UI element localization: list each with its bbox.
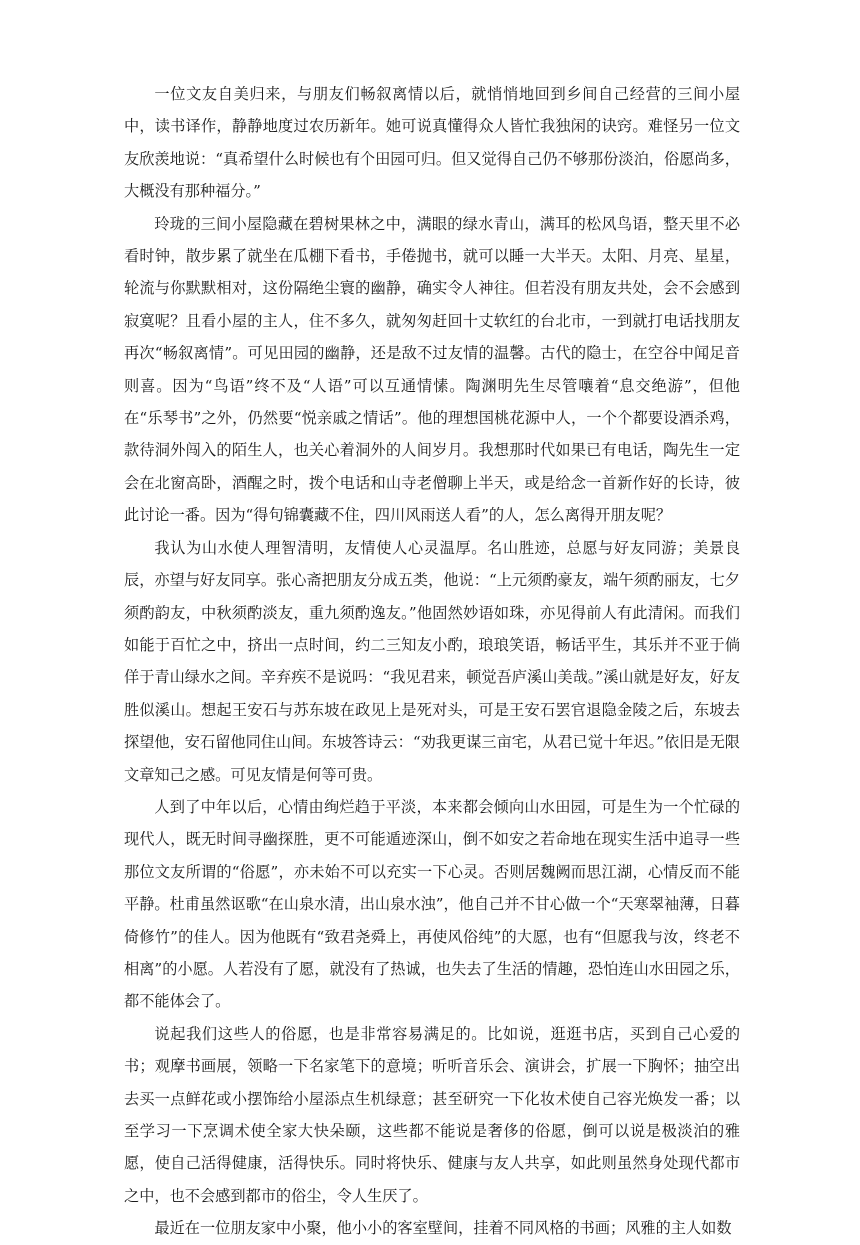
paragraph-2: 玲珑的三间小屋隐藏在碧树果林之中，满眼的绿水青山，满耳的松风鸟语，整天里不必看时钟，散步累了就坐在瓜棚下看书，手倦抛书，就可以睡一大半天。太阳、月亮、星星，轮流与你默默相对，这份隔绝尘寰的幽静，确实令人神往。但若没有朋友共处，会不会感到寂寞呢？且看小屋的主人，住不多久，就匆匆赶回十丈软红的台北市，一到就打电话找朋友再次“畅叙离情”。可见田园的幽静，还是敌不过友情的温馨。古代的隐士，在空谷中闻足音则喜。因为“鸟语”终不及“人语”可以互通情愫。陶渊明先生尽管嚷着“息交绝游”，但他在“乐琴书”之外，仍然要“悦亲戚之情话”。他的理想国桃花源中人，一个个都要设酒杀鸡，款待洞外闯入的陌生人，也关心着洞外的人间岁月。我想那时代如果已有电话，陶先生一定会在北窗高卧，酒醒之时，拨个电话和山寺老僧聊上半天，或是给念一首新作好的长诗，彼此讨论一番。因为“得句锦囊藏不住，四川风雨送人看”的人，怎么离得开朋友呢？ xyxy=(124,214,740,525)
paragraph-6: 最近在一位朋友家中小聚，他小小的客室壁间，挂着不同风格的书画；风雅的主人如数 xyxy=(154,1219,732,1238)
paragraph-3: 我认为山水使人理智清明，友情使人心灵温厚。名山胜迹，总愿与好友同游；美景良辰，亦望与好友同享。张心斋把朋友分成五类，他说：“上元须酌豪友，端午须酌丽友，七夕须酌韵友，中秋须酌淡友，重九须酌逸友。”他固然妙语如珠，亦见得前人有此清闲。而我们如能于百忙之中，挤出一点时间，约二三知友小酌，琅琅笑语，畅话平生，其乐并不亚于倘佯于青山绿水之间。辛弃疾不是说吗：“我见君来，顿觉吾庐溪山美哉。”溪山就是好友，好友胜似溪山。想起王安石与苏东坡在政见上是死对头，可是王安石罢官退隐金陵之后，东坡去探望他，安石留他同住山间。东坡答诗云：“劝我更谋三亩宅，从君已觉十年迟。”依旧是无限文章知己之感。可见友情是何等可贵。 xyxy=(124,538,740,784)
paragraph-5: 说起我们这些人的俗愿，也是非常容易满足的。比如说，逛逛书店，买到自己心爱的书；观摩书画展，领略一下名家笔下的意境；听听音乐会、演讲会，扩展一下胸怀；抽空出去买一点鲜花或小摆饰给小屋添点生机绿意；甚至研究一下化妆术使自己容光焕发一番；以至学习一下烹调术使全家大快朵颐，这些都不能说是奢侈的俗愿，倒可以说是极淡泊的雅愿，使自己活得健康，活得快乐。同时将快乐、健康与友人共享，如此则虽然身处现代都市之中，也不会感到都市的俗尘，令人生厌了。 xyxy=(124,1024,740,1205)
paragraph-4: 人到了中年以后，心情由绚烂趋于平淡，本来都会倾向山水田园，可是生为一个忙碌的现代人，既无时间寻幽探胜，更不可能遁迹深山，倒不如安之若命地在现实生活中追寻一些那位文友所谓的“俗愿”，亦未始不可以充实一下心灵。否则居魏阙而思江湖，心情反而不能平静。杜甫虽然讴歌“在山泉水清，出山泉水浊”，他自己并不甘心做一个“天寒翠袖薄，日暮倚修竹”的佳人。因为他既有“致君尧舜上，再使风俗纯”的大愿，也有“但愿我与汝，终老不相离”的小愿。人若没有了愿，就没有了热诚，也失去了生活的情趣，恐怕连山水田园之乐，都不能体会了。 xyxy=(124,797,740,1011)
paragraph-1: 一位文友自美归来，与朋友们畅叙离情以后，就悄悄地回到乡间自己经营的三间小屋中，读书译作，静静地度过农历新年。她可说真懂得众人皆忙我独闲的诀窍。难怪另一位文友欣羡地说：“真希望什么时候也有个田园可归。但又觉得自己仍不够那份淡泊，俗愿尚多，大概没有那种福分。” xyxy=(124,85,740,201)
document-body xyxy=(124,78,740,1245)
